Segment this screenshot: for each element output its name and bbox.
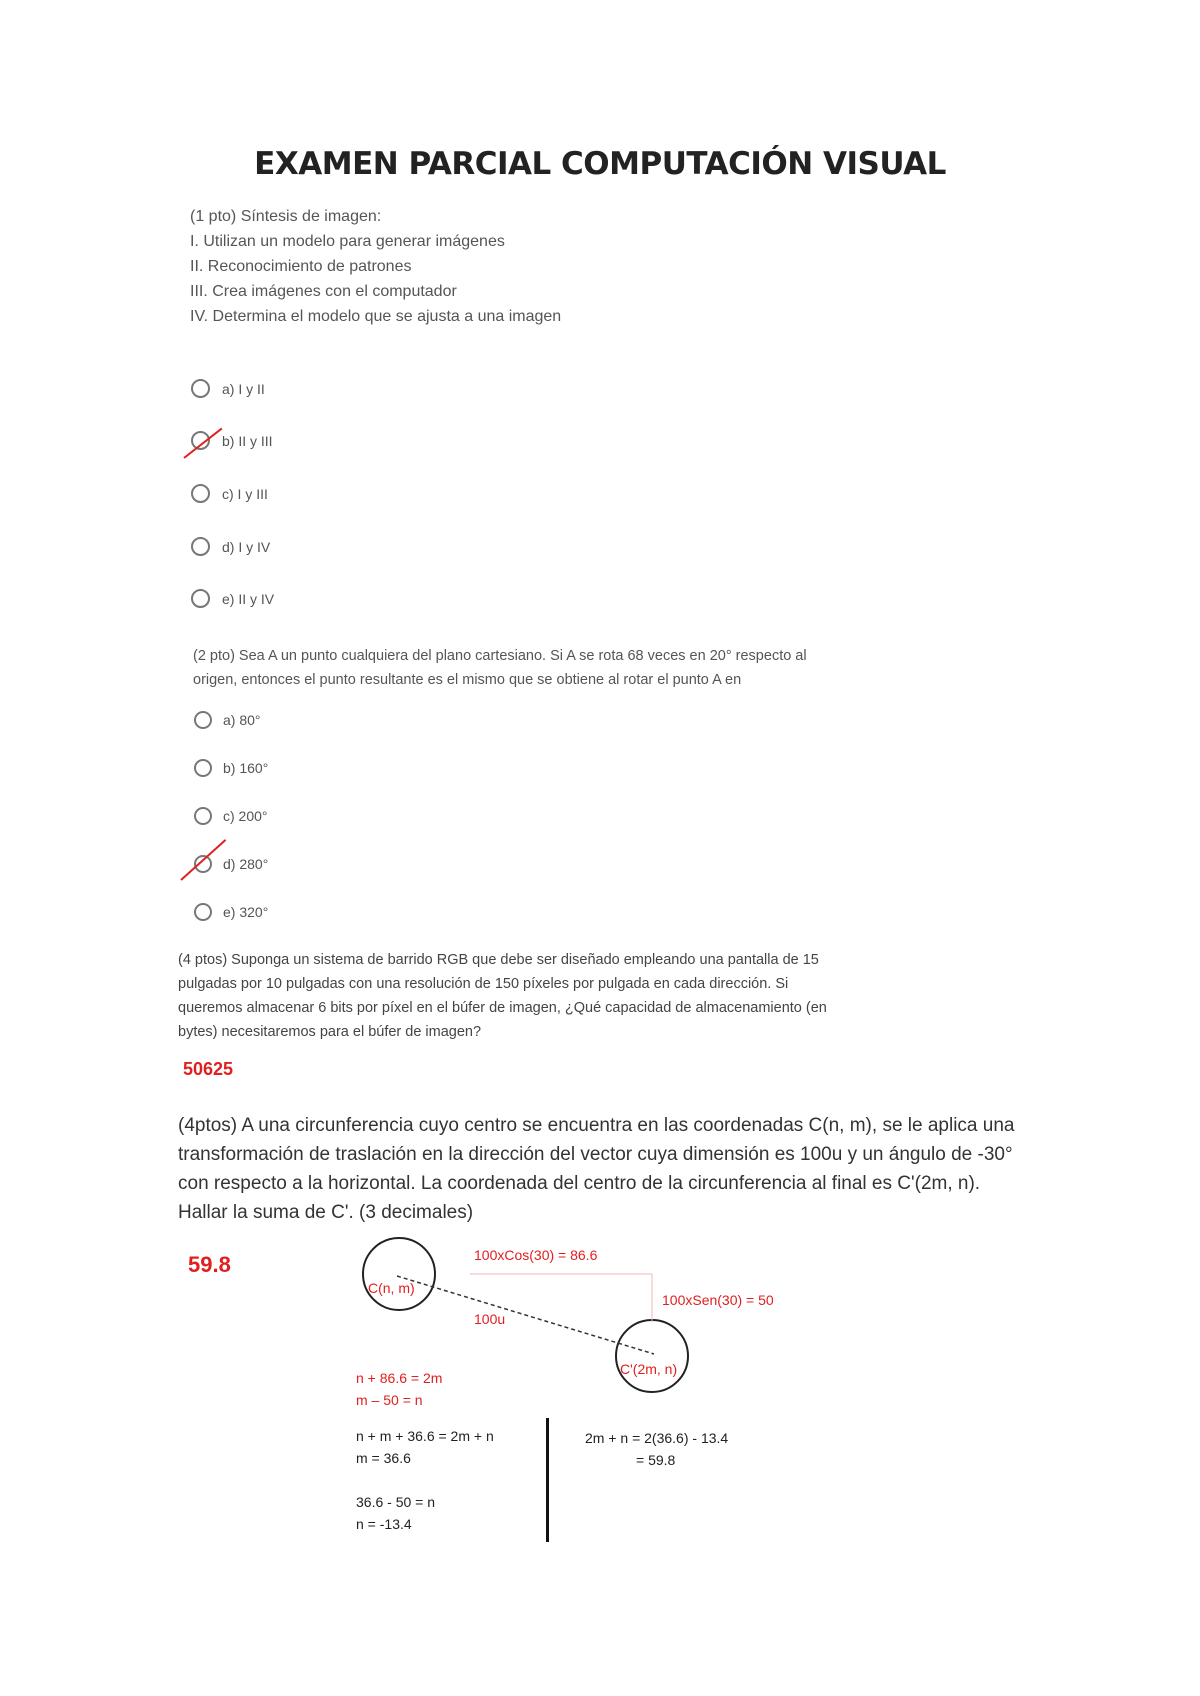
option-label: e) 320° (223, 904, 269, 920)
q4-line: transformación de traslación en la dirección del vector cuya dimensión es 100u y un ángulo de -30° (178, 1144, 1013, 1165)
work-equation: 36.6 - 50 = n (356, 1494, 436, 1510)
work-equation: = 59.8 (636, 1452, 676, 1468)
option-label: a) 80° (223, 712, 261, 728)
page-title: EXAMEN PARCIAL COMPUTACIÓN VISUAL (254, 146, 946, 182)
q2-line: origen, entonces el punto resultante es el mismo que se obtiene al rotar el punto A en (193, 672, 742, 688)
work-equation: n + m + 36.6 = 2m + n (356, 1428, 494, 1444)
q4-line: con respecto a la horizontal. La coordenada del centro de la circunferencia al final es C'(2m, n). (178, 1173, 981, 1194)
end-circle (616, 1320, 688, 1392)
q3-line: bytes) necesitaremos para el búfer de imagen? (178, 1024, 482, 1040)
vector-label: 100u (474, 1311, 506, 1327)
q1-line: IV. Determina el modelo que se ajusta a una imagen (190, 308, 562, 325)
start-point-label: C(n, m) (368, 1280, 415, 1296)
q2-line: (2 pto) Sea A un punto cualquiera del plano cartesiano. Si A se rota 68 veces en 20° respecto al (193, 648, 807, 664)
q3-line: pulgadas por 10 pulgadas con una resolución de 150 píxeles por pulgada en cada dirección. Si (178, 976, 789, 992)
q4-answer: 59.8 (188, 1252, 231, 1277)
sen-label: 100xSen(30) = 50 (662, 1292, 774, 1308)
cos-label: 100xCos(30) = 86.6 (474, 1247, 598, 1263)
option-label: b) II y III (222, 432, 273, 449)
option-label: c) 200° (223, 808, 268, 824)
q1-line: II. Reconocimiento de patrones (190, 258, 412, 275)
column-divider (546, 1418, 549, 1542)
translation-vector (397, 1276, 654, 1354)
option-label: d) 280° (223, 856, 269, 872)
work-equation: 2m + n = 2(36.6) - 13.4 (585, 1430, 729, 1446)
q1-line: I. Utilizan un modelo para generar imágenes (190, 233, 505, 250)
q1-line: III. Crea imágenes con el computador (190, 283, 457, 300)
option-label: c) I y III (222, 485, 268, 502)
option-label: d) I y IV (222, 538, 271, 555)
q4-line: Hallar la suma de C'. (3 decimales) (178, 1202, 474, 1223)
end-point-label: C'(2m, n) (620, 1361, 678, 1377)
start-circle (363, 1238, 435, 1310)
work-equation: n + 86.6 = 2m (356, 1370, 443, 1386)
q4-line: (4ptos) A una circunferencia cuyo centro se encuentra en las coordenadas C(n, m), se le aplica una (178, 1115, 1015, 1136)
q3-answer: 50625 (183, 1059, 234, 1079)
work-equation: m = 36.6 (356, 1450, 411, 1466)
work-equation: m – 50 = n (356, 1392, 423, 1408)
option-label: b) 160° (223, 760, 269, 776)
work-equation: n = -13.4 (356, 1516, 412, 1532)
q3-line: queremos almacenar 6 bits por píxel en el búfer de imagen, ¿Qué capacidad de almacenamiento (en (178, 1000, 827, 1016)
q1-line: (1 pto) Síntesis de imagen: (190, 208, 382, 225)
q3-line: (4 ptos) Suponga un sistema de barrido RGB que debe ser diseñado empleando una pantalla de 15 (178, 952, 819, 968)
option-label: e) II y IV (222, 590, 275, 607)
option-label: a) I y II (222, 380, 265, 397)
